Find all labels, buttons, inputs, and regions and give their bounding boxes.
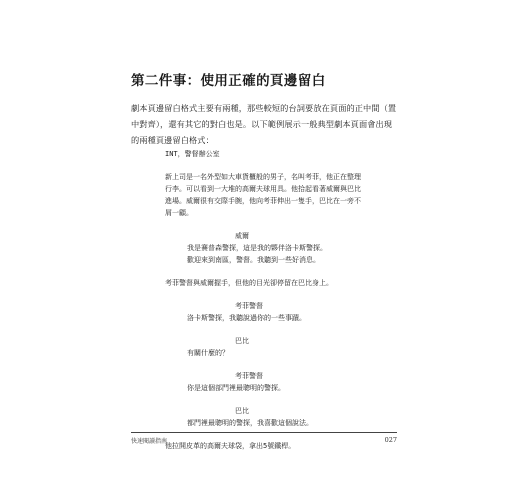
intro-line: 的兩種頁邊留白格式： xyxy=(131,135,214,145)
dialogue-line: 洛卡斯警探，我聽說過你的一些事蹟。 xyxy=(187,314,306,322)
section-heading: 第二件事：使用正確的頁邊留白 xyxy=(131,73,326,89)
footer-book-title: 快速閱讀指南 xyxy=(131,438,168,445)
action-line: 新上司是一名外型如大車貨櫃般的男子，名叫考菲，他正在整理 xyxy=(165,173,361,181)
screenplay-sample xyxy=(165,148,405,452)
action-line: 屑一顧。 xyxy=(165,209,193,217)
page-number: 027 xyxy=(384,436,397,444)
character-name: 威爾 xyxy=(235,232,249,240)
scene-heading: INT，警督辦公室 xyxy=(165,150,220,158)
intro-paragraph xyxy=(131,100,397,148)
character-name: 巴比 xyxy=(235,407,249,415)
character-name: 考菲警督 xyxy=(235,302,263,310)
character-name: 巴比 xyxy=(235,337,249,345)
dialogue-line: 歡迎來到南區，警督。我聽到一些好消息。 xyxy=(187,256,320,264)
action-block xyxy=(165,171,405,219)
action-line: 進場。威爾很有交際手腕，他向考菲伸出一隻手，巴比在一旁不 xyxy=(165,197,361,205)
dialogue-line: 你是這個部門裡最聰明的警探。 xyxy=(187,384,285,392)
action-line: 考菲警督與威爾握手，但他的目光卻停留在巴比身上。 xyxy=(165,279,333,287)
action-line: 行李。可以看到一大堆的高爾夫球用具。他拾起看著威爾與巴比 xyxy=(165,185,361,193)
dialogue-line: 都門裡最聰明的警探，我喜歡這個說法。 xyxy=(187,419,313,427)
action-line: 他拉開皮革的高爾夫球袋，拿出5號鐵桿。 xyxy=(165,442,296,450)
character-name: 考菲警督 xyxy=(235,372,263,380)
footer-rule xyxy=(131,432,397,433)
dialogue-line: 有關什麼的？ xyxy=(187,349,229,357)
dialogue-line: 我是賽普森警探，這是我的夥伴洛卡斯警探。 xyxy=(187,244,327,252)
intro-line: 中對齊），還有其它的對白也是。以下範例展示一般典型劇本頁面會出現 xyxy=(131,119,393,129)
intro-line: 劇本頁邊留白格式主要有兩種，那些較短的台詞要放在頁面的正中間（置 xyxy=(131,103,397,113)
